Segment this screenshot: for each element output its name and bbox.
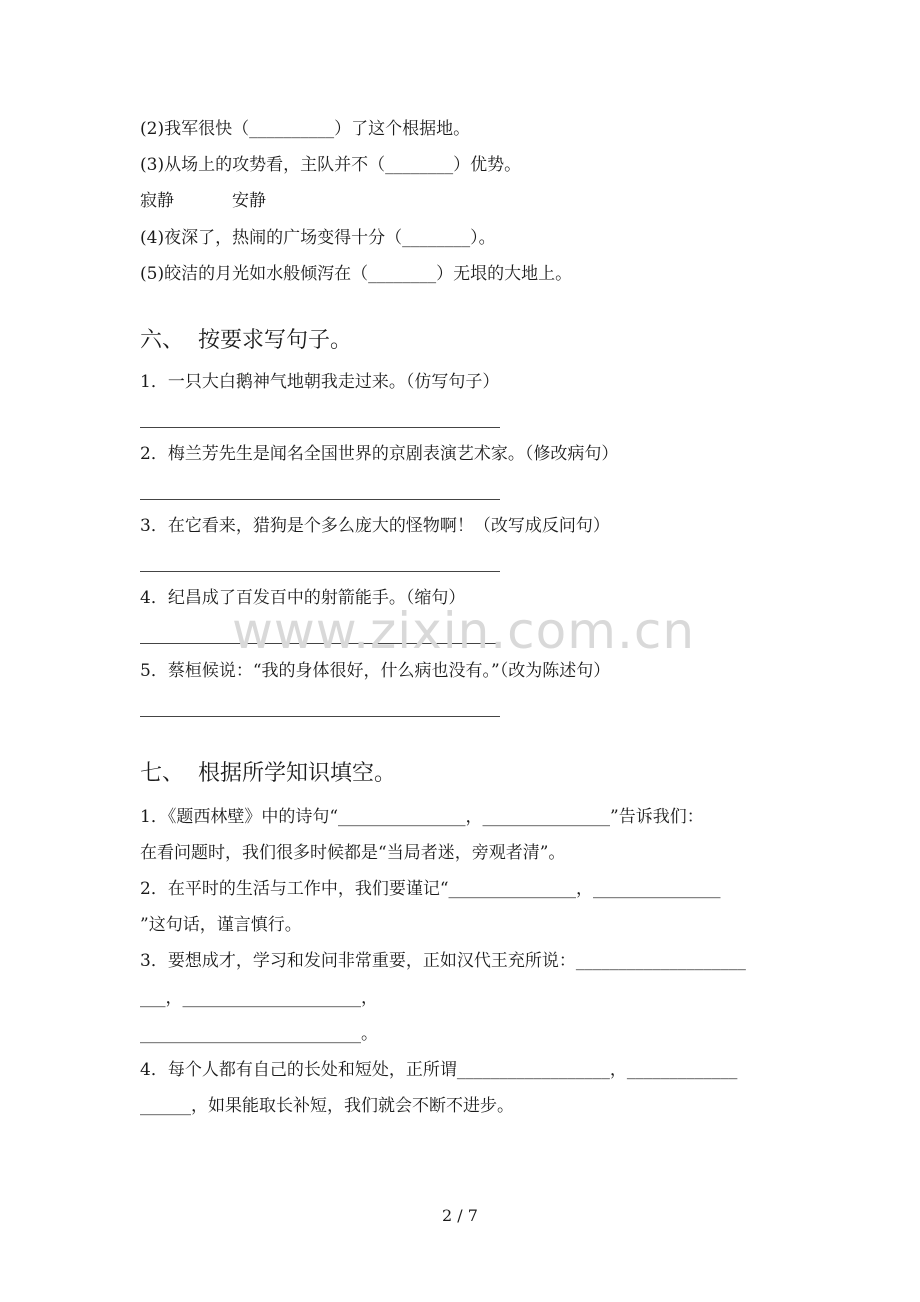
section7-line-7: __________________________。	[140, 1024, 378, 1044]
section6-item-3: 3．在它看来，猎狗是个多么庞大的怪物啊！（改写成反问句）	[140, 516, 610, 536]
fill-in-q4: (4)夜深了，热闹的广场变得十分（________）。	[140, 228, 496, 248]
section6-title: 六、 按要求写句子。	[140, 328, 352, 353]
answer-line	[140, 499, 500, 500]
section7-line-2: 在看问题时，我们很多时候都是“当局者迷，旁观者清”。	[140, 843, 566, 863]
section7-line-5: 3．要想成才，学习和发问非常重要，正如汉代王充所说：____________________	[140, 951, 746, 971]
section6-item-2: 2．梅兰芳先生是闻名全国世界的京剧表演艺术家。（修改病句）	[140, 444, 619, 464]
section7-title: 七、 根据所学知识填空。	[140, 761, 396, 786]
fill-in-q3: (3)从场上的攻势看，主队并不（________）优势。	[140, 155, 522, 175]
section7-line-1: 1．《题西林壁》中的诗句“_______________，_______________”告诉我们：	[140, 807, 704, 827]
word-b: 安静	[232, 191, 266, 211]
watermark: www.zixin.com.cn	[232, 602, 696, 660]
answer-line	[140, 571, 500, 572]
section7-line-8: 4．每个人都有自己的长处和短处，正所谓__________________，_____________	[140, 1060, 738, 1080]
section7-line-6: ___，_____________________，	[140, 988, 378, 1008]
answer-line	[140, 427, 500, 428]
section6-item-1: 1．一只大白鹅神气地朝我走过来。（仿写句子）	[140, 372, 500, 392]
section6-item-4: 4．纪昌成了百发百中的射箭能手。（缩句）	[140, 588, 466, 608]
section7-line-3: 2．在平时的生活与工作中，我们要谨记“_______________，_______________	[140, 879, 721, 899]
section7-line-9: ______，如果能取长补短，我们就会不断不进步。	[140, 1096, 514, 1116]
section7-line-4: ”这句话，谨言慎行。	[140, 915, 302, 935]
page-number: 2 / 7	[442, 1206, 478, 1225]
word-a: 寂静	[140, 191, 174, 211]
fill-in-q5: (5)皎洁的月光如水般倾泻在（________）无垠的大地上。	[140, 264, 573, 284]
section6-item-5: 5．蔡桓候说：“我的身体很好，什么病也没有。”（改为陈述句）	[140, 661, 611, 681]
answer-line	[140, 716, 500, 717]
fill-in-q2: (2)我军很快（__________）了这个根据地。	[140, 119, 471, 139]
